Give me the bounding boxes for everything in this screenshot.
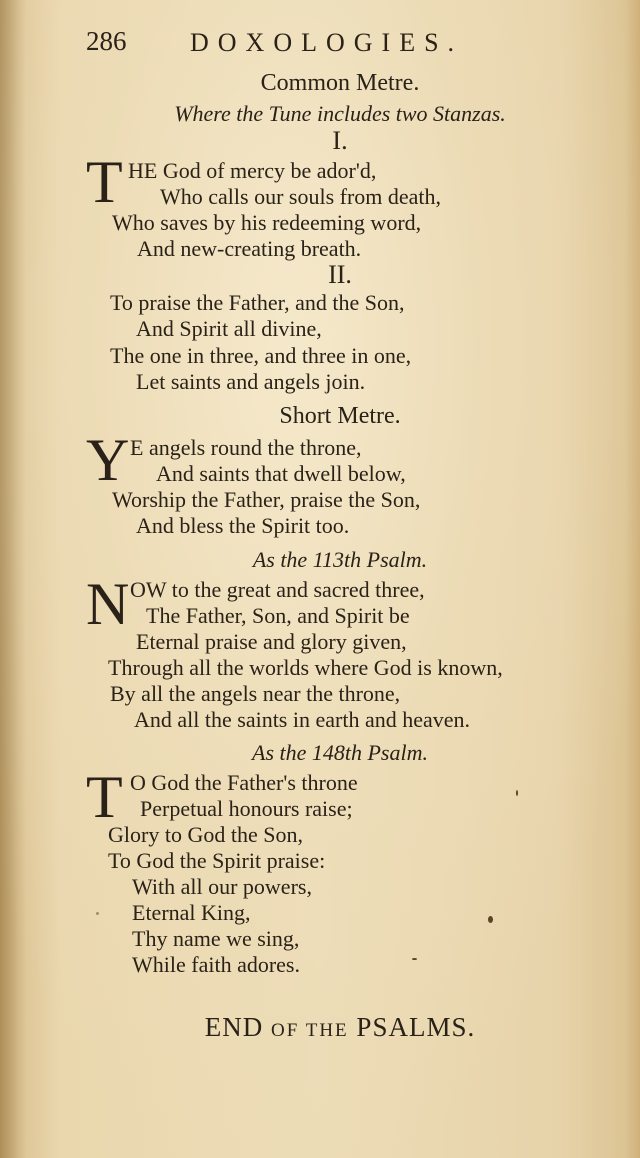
verse-line: By all the angels near the throne, bbox=[110, 681, 401, 706]
verse-line: And new-creating breath. bbox=[137, 236, 362, 261]
short-metre-heading: Short Metre. bbox=[279, 403, 401, 429]
verse-line: Through all the worlds where God is known, bbox=[108, 655, 503, 680]
verse-line: Thy name we sing, bbox=[132, 926, 300, 951]
verse-line: Worship the Father, praise the Son, bbox=[112, 487, 421, 512]
verse-line: Glory to God the Son, bbox=[108, 822, 303, 847]
running-title: DOXOLOGIES. bbox=[190, 28, 464, 57]
drop-cap: T bbox=[86, 764, 123, 830]
end-word-small-caps: OF THE bbox=[271, 1020, 349, 1041]
verse-line: E angels round the throne, bbox=[130, 435, 362, 460]
verse-line: HE God of mercy be ador'd, bbox=[128, 158, 377, 183]
paper-speck bbox=[516, 790, 518, 796]
verse-line: The one in three, and three in one, bbox=[110, 343, 412, 368]
psalm-148-heading: As the 148th Psalm. bbox=[252, 740, 428, 765]
common-metre-subheading: Where the Tune includes two Stanzas. bbox=[174, 101, 506, 126]
drop-cap: N bbox=[86, 571, 130, 637]
verse-line: Who calls our souls from death, bbox=[160, 184, 442, 209]
verse-line: Perpetual honours raise; bbox=[140, 796, 353, 821]
psalm-113-heading: As the 113th Psalm. bbox=[252, 547, 428, 572]
paper-speck bbox=[412, 958, 417, 960]
common-metre-heading: Common Metre. bbox=[260, 70, 420, 96]
verse-line: And Spirit all divine, bbox=[136, 316, 322, 341]
verse-line: And saints that dwell below, bbox=[156, 461, 406, 486]
verse-line: Who saves by his redeeming word, bbox=[112, 210, 422, 235]
page-number: 286 bbox=[86, 26, 127, 56]
paper-speck bbox=[488, 916, 493, 923]
verse-line: To praise the Father, and the Son, bbox=[110, 290, 405, 315]
verse-line: With all our powers, bbox=[132, 874, 312, 899]
page-header bbox=[86, 26, 576, 62]
verse-line: The Father, Son, and Spirit be bbox=[146, 603, 410, 628]
drop-cap: Y bbox=[86, 427, 130, 493]
end-word: END bbox=[204, 1012, 264, 1042]
verse-line: Eternal praise and glory given, bbox=[136, 629, 407, 654]
verse-line: OW to the great and sacred three, bbox=[130, 577, 425, 602]
paper-speck bbox=[96, 912, 99, 915]
verse-line: Let saints and angels join. bbox=[136, 369, 366, 394]
end-word: PSALMS. bbox=[356, 1012, 476, 1042]
stanza-numeral-2: II. bbox=[328, 260, 352, 289]
verse-line: O God the Father's throne bbox=[130, 770, 358, 795]
verse-line: While faith adores. bbox=[132, 952, 300, 977]
end-of-psalms bbox=[80, 1012, 600, 1043]
drop-cap: T bbox=[86, 149, 123, 215]
verse-line: And all the saints in earth and heaven. bbox=[134, 707, 471, 732]
verse-line: And bless the Spirit too. bbox=[136, 513, 350, 538]
verse-line: To God the Spirit praise: bbox=[108, 848, 326, 873]
stanza-numeral-1: I. bbox=[332, 126, 348, 155]
verse-line: Eternal King, bbox=[132, 900, 251, 925]
page-gutter-shadow bbox=[0, 0, 26, 1158]
